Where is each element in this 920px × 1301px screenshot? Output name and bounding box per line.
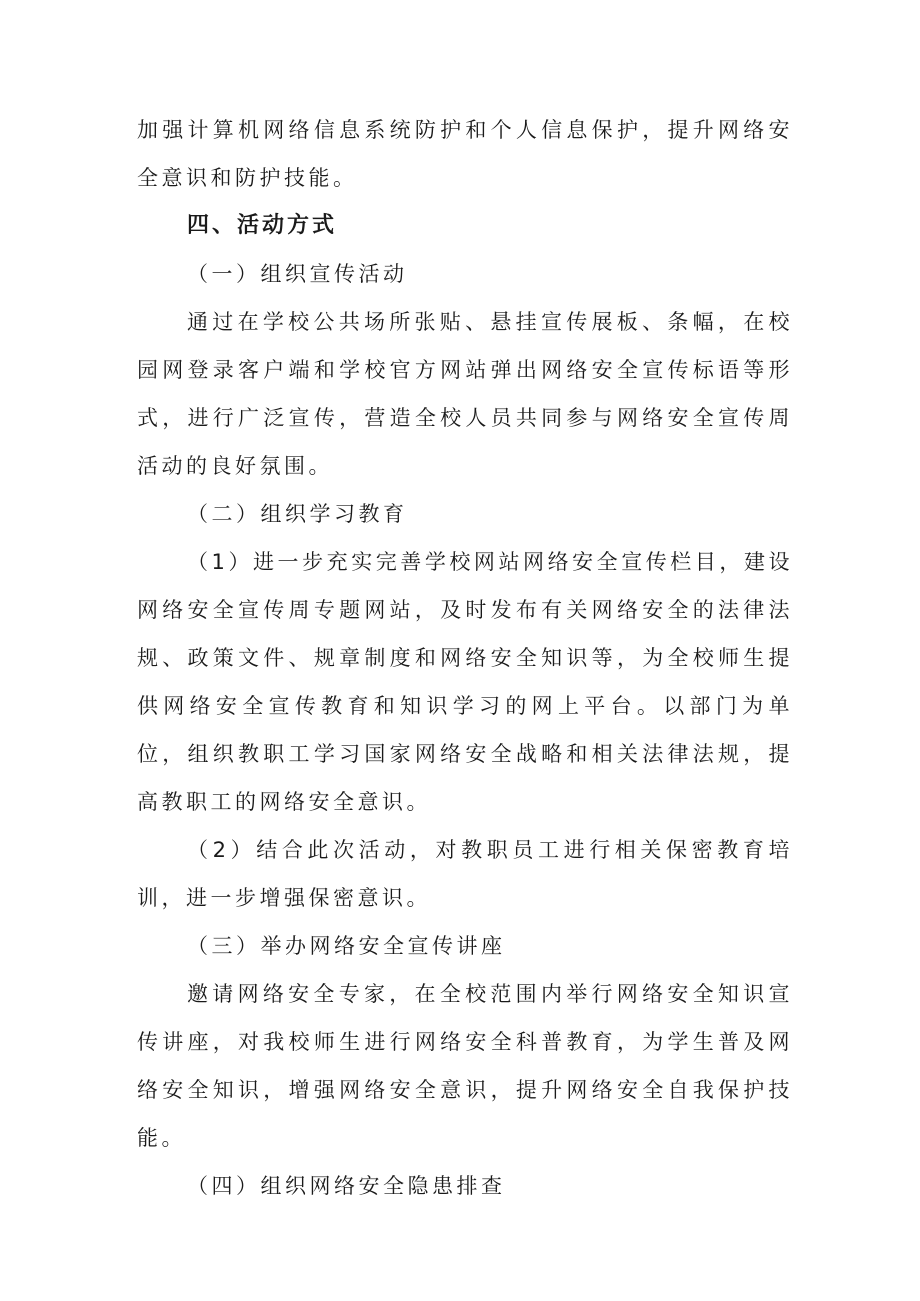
subheading-learning: （二）组织学习教育: [187, 502, 408, 526]
subheading-hazard-check: （四）组织网络安全隐患排查: [187, 1174, 506, 1198]
paragraph-learning-2: （2）结合此次活动，对教职员工进行相关保密教育培训，进一步增强保密意识。: [137, 838, 793, 910]
subheading-lecture: （三）举办网络安全宣传讲座: [187, 934, 506, 958]
paragraph-lecture: 邀请网络安全专家，在全校范围内举行网络安全知识宣传讲座，对我校师生进行网络安全科普教育，为学生普及网络安全知识，增强网络安全意识，提升网络安全自我保护技能。: [137, 982, 793, 1150]
document-body: [137, 106, 793, 1210]
subheading-publicity: （一）组织宣传活动: [187, 262, 408, 286]
section-heading-activity-methods: 四、活动方式: [187, 213, 338, 238]
paragraph-learning-1: （1）进一步充实完善学校网站网络安全宣传栏目，建设网络安全宣传周专题网站，及时发布有关网络安全的法律法规、政策文件、规章制度和网络安全知识等，为全校师生提供网络安全宣传教育和知识学习的网上平台。以部门为单位，组织教职工学习国家网络安全战略和相关法律法规，提高教职工的网络安全意识。: [137, 550, 793, 814]
paragraph-publicity: 通过在学校公共场所张贴、悬挂宣传展板、条幅，在校园网登录客户端和学校官方网站弹出网络安全宣传标语等形式，进行广泛宣传，营造全校人员共同参与网络安全宣传周活动的良好氛围。: [137, 310, 793, 478]
paragraph-continuation: 加强计算机网络信息系统防护和个人信息保护，提升网络安全意识和防护技能。: [137, 118, 793, 190]
